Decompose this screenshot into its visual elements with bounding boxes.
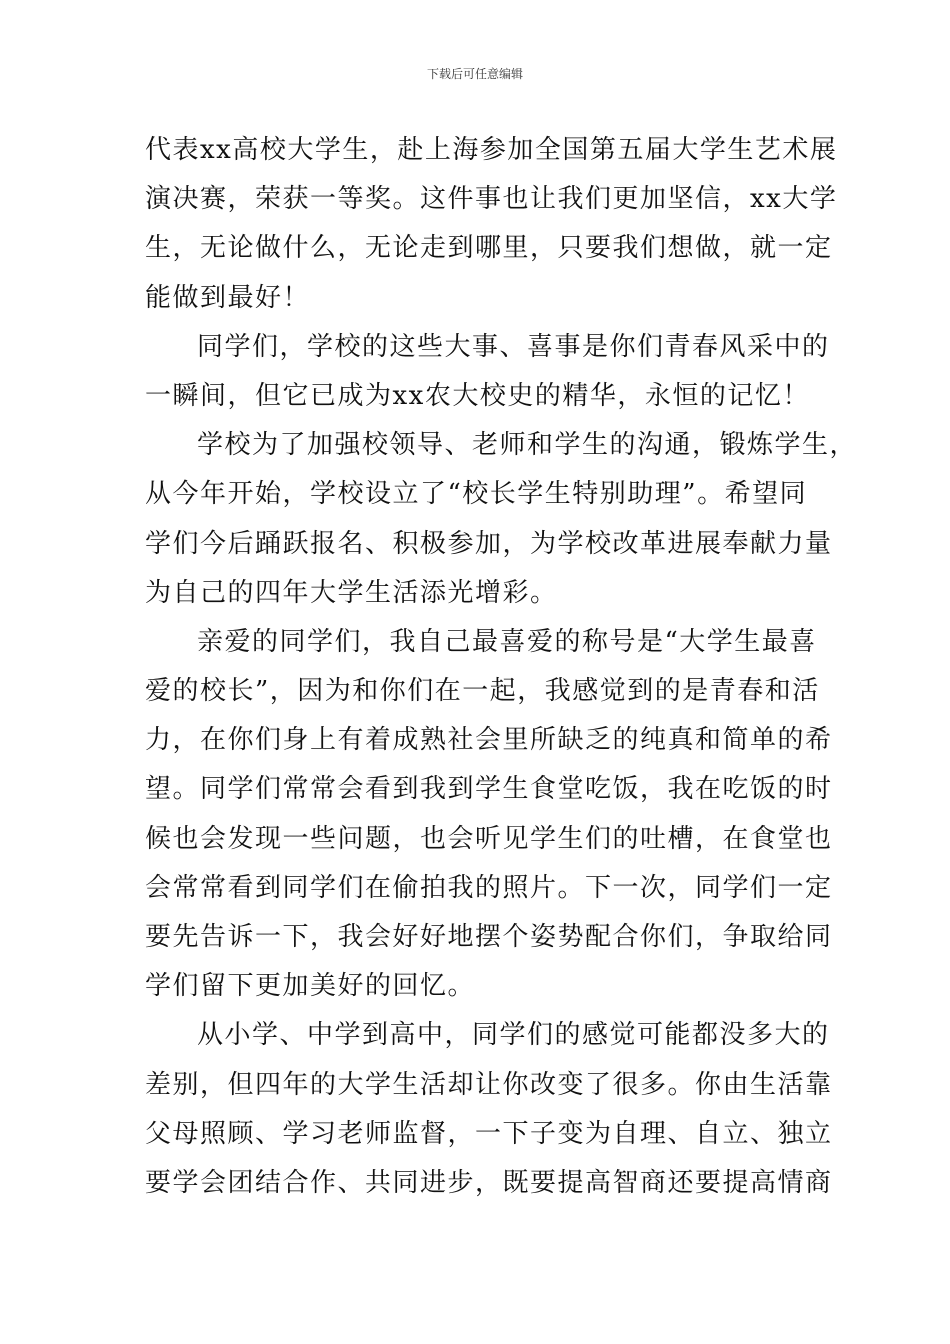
text-line: 一瞬间，但它已成为xx农大校史的精华，永恒的记忆！ [145,380,810,411]
text-line: 会常常看到同学们在偷拍我的照片。下一次，同学们一定 [145,872,833,903]
text-line: 要学会团结合作、共同进步，既要提高智商还要提高情商 [145,1167,833,1198]
text-line: 能做到最好！ [145,282,311,313]
text-line: 代表xx高校大学生，赴上海参加全国第五届大学生艺术展 [145,135,838,165]
document-body [145,126,858,1208]
text-line: 同学们，学校的这些大事、喜事是你们青春风采中的 [197,331,830,362]
text-line: 从小学、中学到高中，同学们的感觉可能都没多大的 [197,1020,830,1051]
text-line: 亲爱的同学们，我自己最喜爱的称号是“大学生最喜 [197,626,817,657]
text-line: 生，无论做什么，无论走到哪里，只要我们想做，就一定 [145,233,833,264]
text-line: 爱的校长”，因为和你们在一起，我感觉到的是青春和活 [145,676,820,707]
text-line: 力，在你们身上有着成熟社会里所缺乏的纯真和简单的希 [145,725,833,756]
paragraph [145,618,845,1012]
paragraph [145,126,845,323]
text-line: 演决赛，荣获一等奖。这件事也让我们更加坚信，xx大学 [145,184,838,215]
text-line: 要先告诉一下，我会好好地摆个姿势配合你们，争取给同 [145,922,833,952]
paragraph [145,1011,845,1208]
text-line: 学们留下更加美好的回忆。 [145,971,476,1002]
text-line: 望。同学们常常会看到我到学生食堂吃饭，我在吃饭的时 [145,774,833,805]
text-line: 从今年开始，学校设立了“校长学生特别助理”。希望同 [145,479,808,510]
text-line: 学校为了加强校领导、老师和学生的沟通，锻炼学生， [197,430,858,461]
paragraph [145,323,845,421]
text-line: 候也会发现一些问题，也会听见学生们的吐槽，在食堂也 [145,823,833,854]
text-line: 差别，但四年的大学生活却让你改变了很多。你由生活靠 [145,1069,833,1100]
text-line: 父母照顾、学习老师监督，一下子变为自理、自立、独立 [145,1118,833,1149]
text-line: 学们今后踊跃报名、积极参加，为学校改革进展奉献力量 [145,528,833,559]
paragraph [145,421,858,618]
text-line: 为自己的四年大学生活添光增彩。 [145,577,558,608]
page-header-note: 下载后可任意编辑 [426,67,523,81]
